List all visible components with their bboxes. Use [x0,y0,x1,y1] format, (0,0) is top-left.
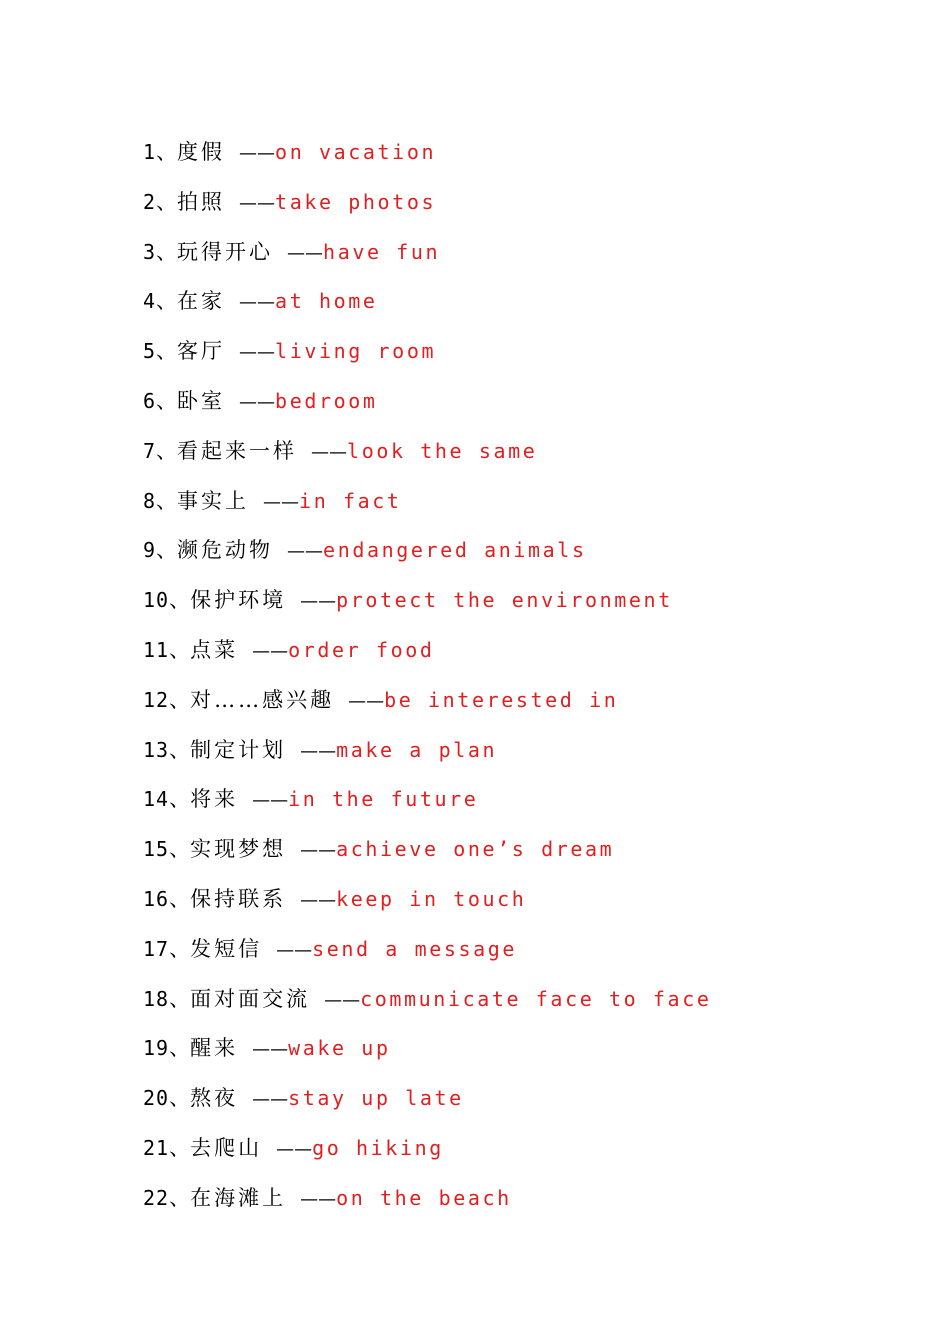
item-separator: 、 [169,1036,191,1061]
item-dash: —— [300,591,337,613]
english-phrase: bedroom [275,388,378,413]
english-phrase: make a plan [336,737,498,762]
item-separator: 、 [169,986,191,1011]
vocabulary-list [143,132,711,1228]
item-number: 21 [143,1135,170,1160]
item-dash: —— [252,1039,289,1061]
english-phrase: in the future [288,787,479,812]
item-dash: —— [348,690,385,712]
chinese-phrase: 在家 [177,289,226,314]
chinese-phrase: 面对面交流 [190,986,311,1011]
item-separator: 、 [156,488,178,513]
chinese-phrase: 看起来一样 [177,438,298,463]
english-phrase: look the same [347,438,538,463]
chinese-phrase: 玩得开心 [177,239,274,264]
vocabulary-item-12 [143,680,711,730]
item-number: 5 [143,339,157,364]
vocabulary-item-16 [143,879,711,929]
item-number: 3 [143,239,157,264]
english-phrase: go hiking [312,1135,444,1160]
item-number: 18 [143,986,170,1011]
item-separator: 、 [156,239,178,264]
chinese-phrase: 事实上 [177,488,250,513]
item-dash: —— [287,242,324,264]
chinese-phrase: 对……感兴趣 [190,687,335,712]
english-phrase: in fact [299,488,402,513]
item-separator: 、 [169,837,191,862]
vocabulary-item-6 [143,381,711,431]
chinese-phrase: 制定计划 [190,737,287,762]
item-separator: 、 [156,189,178,214]
item-dash: —— [276,939,313,961]
english-phrase: have fun [323,239,441,264]
item-number: 10 [143,588,170,613]
vocabulary-item-5 [143,331,711,381]
item-separator: 、 [169,1185,191,1210]
item-number: 17 [143,936,170,961]
item-separator: 、 [169,886,191,911]
vocabulary-item-11 [143,630,711,680]
item-dash: —— [324,989,361,1011]
item-number: 2 [143,189,157,214]
item-number: 6 [143,388,157,413]
chinese-phrase: 保护环境 [190,588,287,613]
item-separator: 、 [156,538,178,563]
item-dash: —— [239,342,276,364]
vocabulary-item-14 [143,779,711,829]
item-dash: —— [252,1089,289,1111]
item-separator: 、 [156,289,178,314]
english-phrase: wake up [288,1036,391,1061]
chinese-phrase: 在海滩上 [190,1185,287,1210]
vocabulary-item-17 [143,929,711,979]
vocabulary-item-22 [143,1178,711,1228]
item-dash: —— [311,441,348,463]
chinese-phrase: 熬夜 [190,1086,239,1111]
chinese-phrase: 拍照 [177,189,226,214]
item-dash: —— [276,1138,313,1160]
vocabulary-item-15 [143,829,711,879]
item-separator: 、 [169,1135,191,1160]
item-separator: 、 [169,687,191,712]
english-phrase: protect the environment [336,588,673,613]
item-dash: —— [239,143,276,164]
item-dash: —— [239,192,276,214]
item-dash: —— [300,889,337,911]
item-number: 4 [143,289,157,314]
item-dash: —— [239,292,276,314]
english-phrase: at home [275,289,378,314]
item-separator: 、 [169,936,191,961]
item-number: 11 [143,637,170,662]
chinese-phrase: 濒危动物 [177,538,274,563]
chinese-phrase: 保持联系 [190,886,287,911]
chinese-phrase: 发短信 [190,936,263,961]
item-number: 12 [143,687,170,712]
vocabulary-item-9 [143,530,711,580]
vocabulary-item-21 [143,1128,711,1178]
item-number: 13 [143,737,170,762]
vocabulary-item-3 [143,232,711,282]
vocabulary-item-2 [143,182,711,232]
item-number: 1 [143,140,157,164]
item-dash: —— [300,840,337,862]
chinese-phrase: 醒来 [190,1036,239,1061]
item-separator: 、 [169,588,191,613]
item-dash: —— [263,491,300,513]
english-phrase: keep in touch [336,886,527,911]
english-phrase: living room [275,339,437,364]
item-separator: 、 [156,339,178,364]
item-number: 9 [143,538,157,563]
english-phrase: order food [288,637,435,662]
english-phrase: take photos [275,189,437,214]
chinese-phrase: 将来 [190,787,239,812]
vocabulary-item-18 [143,979,711,1029]
english-phrase: on the beach [336,1185,512,1210]
item-dash: —— [300,1188,337,1210]
chinese-phrase: 卧室 [177,388,226,413]
item-dash: —— [300,740,337,762]
item-separator: 、 [169,1086,191,1111]
vocabulary-item-8 [143,481,711,531]
chinese-phrase: 去爬山 [190,1135,263,1160]
item-dash: —— [252,640,289,662]
item-dash: —— [239,391,276,413]
chinese-phrase: 度假 [177,140,226,164]
english-phrase: achieve one’s dream [336,837,615,862]
vocabulary-item-7 [143,431,711,481]
item-separator: 、 [169,737,191,762]
item-dash: —— [287,541,324,563]
item-separator: 、 [169,787,191,812]
item-number: 22 [143,1185,170,1210]
item-number: 16 [143,886,170,911]
item-number: 15 [143,837,170,862]
vocabulary-item-19 [143,1028,711,1078]
item-dash: —— [252,790,289,812]
vocabulary-item-4 [143,281,711,331]
item-number: 8 [143,488,157,513]
vocabulary-item-1 [143,132,711,182]
item-separator: 、 [156,140,178,164]
item-separator: 、 [156,388,178,413]
english-phrase: stay up late [288,1086,464,1111]
item-separator: 、 [156,438,178,463]
english-phrase: on vacation [275,140,437,164]
chinese-phrase: 实现梦想 [190,837,287,862]
chinese-phrase: 点菜 [190,637,239,662]
item-number: 20 [143,1086,170,1111]
vocabulary-item-20 [143,1078,711,1128]
english-phrase: be interested in [384,687,619,712]
vocabulary-item-10 [143,580,711,630]
english-phrase: send a message [312,936,518,961]
english-phrase: endangered animals [323,538,587,563]
vocabulary-item-13 [143,730,711,780]
chinese-phrase: 客厅 [177,339,226,364]
item-number: 7 [143,438,157,463]
item-number: 19 [143,1036,170,1061]
item-separator: 、 [169,637,191,662]
english-phrase: communicate face to face [360,986,712,1011]
item-number: 14 [143,787,170,812]
